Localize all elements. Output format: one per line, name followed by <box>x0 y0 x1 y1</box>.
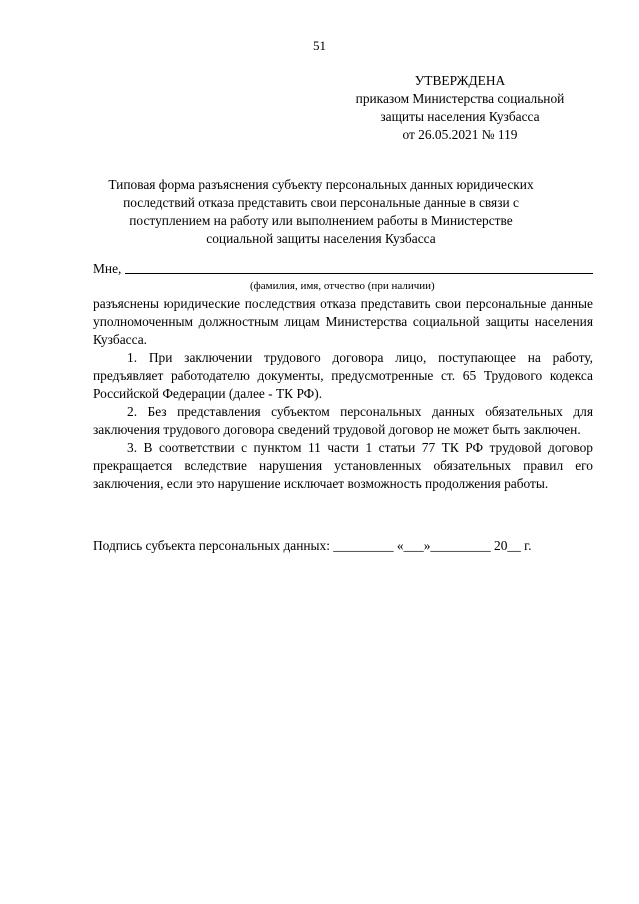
clause-3: 3. В соответствии с пунктом 11 части 1 статьи 77 ТК РФ трудовой договор прекращается вследствие нарушения установленных обязательных правил его заключения, если это нарушение исключает возможность продолжения работы. <box>93 440 593 491</box>
title-line: поступлением на работу или выполнением работы в Министерстве <box>129 213 513 228</box>
clause-1: 1. При заключении трудового договора лицо, поступающее на работу, предъявляет работодателю документы, предусмотренные ст. 65 Трудового кодекса Российской Федерации (далее - ТК РФ). <box>93 350 593 401</box>
name-field-caption: (фамилия, имя, отчество (при наличии) <box>250 280 435 292</box>
title-line: Типовая форма разъяснения субъекту персональных данных юридических <box>108 177 534 192</box>
page-number: 51 <box>313 38 326 53</box>
document-body <box>93 295 593 493</box>
title-line: последствий отказа представить свои персональные данные в связи с <box>123 195 519 210</box>
title-line: социальной защиты населения Кузбасса <box>206 231 436 246</box>
clause-2: 2. Без представления субъектом персональных данных обязательных для заключения трудового договора сведений трудовой договор не может быть заключен. <box>93 404 593 437</box>
name-blank-line <box>125 261 593 274</box>
approval-date: от 26.05.2021 № 119 <box>402 127 518 142</box>
approval-line: защиты населения Кузбасса <box>380 109 540 124</box>
document-title <box>96 176 546 248</box>
name-field-row <box>93 261 593 277</box>
approval-block <box>330 72 590 144</box>
approval-line: приказом Министерства социальной <box>355 91 565 106</box>
name-prefix: Мне, <box>93 261 122 276</box>
intro-paragraph: разъяснены юридические последствия отказа представить свои персональные данные уполномоченным должностным лицам Министерства социальной защиты населения Кузбасса. <box>93 296 593 347</box>
signature-line: Подпись субъекта персональных данных: _________ «___»_________ 20__ г. <box>93 538 532 553</box>
approval-heading: УТВЕРЖДЕНА <box>414 73 506 88</box>
